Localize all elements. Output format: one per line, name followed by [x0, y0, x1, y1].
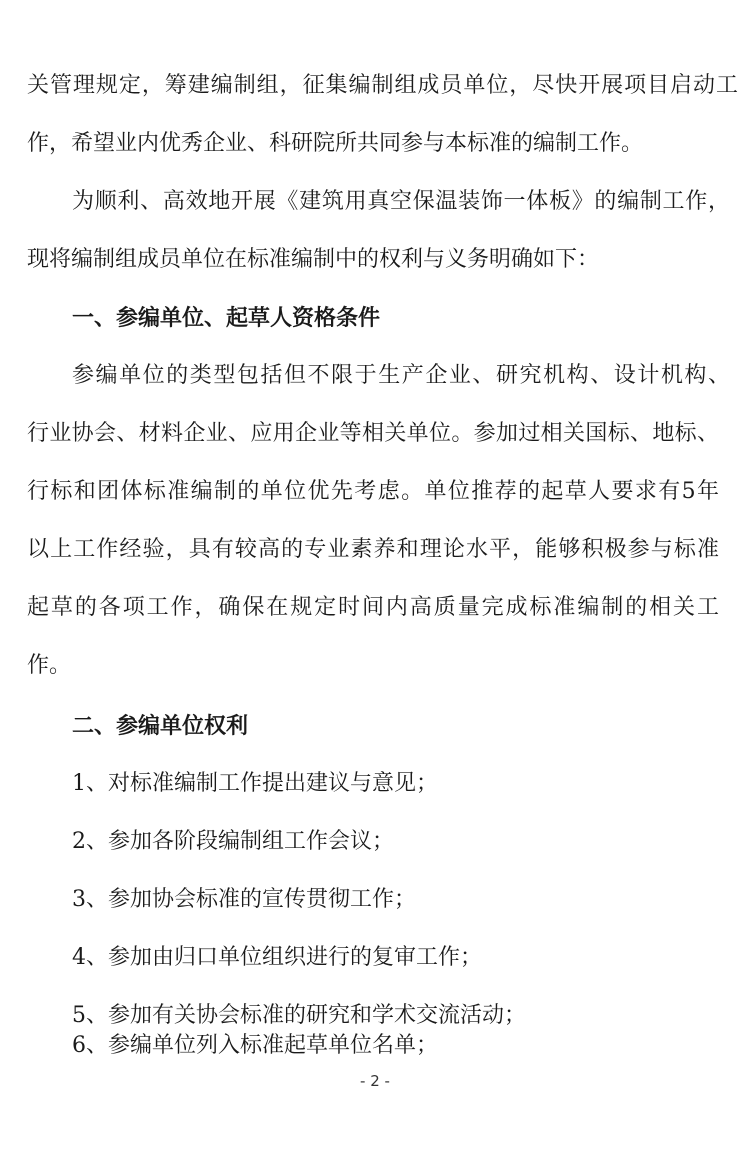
intro-line-1: 关管理规定，筹建编制组，征集编制组成员单位，尽快开展项目启动工: [27, 73, 738, 98]
intro-line-2: 作，希望业内优秀企业、科研院所共同参与本标准的编制工作。: [27, 131, 644, 156]
section1-line-6: 作。: [27, 653, 72, 678]
list-item: 6、参编单位列入标准起草单位名单；: [72, 1033, 438, 1058]
purpose-line-1: 为顺利、高效地开展《建筑用真空保温装饰一体板》的编制工作，: [72, 189, 730, 214]
page-number: - 2 -: [360, 1072, 390, 1090]
list-item: 4、参加由归口单位组织进行的复审工作；: [72, 945, 482, 970]
section1-line-1: 参编单位的类型包括但不限于生产企业、研究机构、设计机构、: [72, 363, 730, 388]
list-item: 2、参加各阶段编制组工作会议；: [72, 829, 394, 854]
section2-heading: 二、参编单位权利: [72, 713, 249, 739]
section1-line-2: 行业协会、材料企业、应用企业等相关单位。参加过相关国标、地标、: [27, 421, 719, 446]
list-item: 5、参加有关协会标准的研究和学术交流活动；: [72, 1003, 526, 1028]
purpose-line-2: 现将编制组成员单位在标准编制中的权利与义务明确如下：: [27, 247, 600, 272]
section1-heading: 一、参编单位、起草人资格条件: [72, 305, 381, 331]
list-item: 3、参加协会标准的宣传贯彻工作；: [72, 887, 416, 912]
section1-line-3: 行标和团体标准编制的单位优先考虑。单位推荐的起草人要求有5年: [27, 479, 719, 504]
list-item: 1、对标准编制工作提出建议与意见；: [72, 771, 438, 796]
section1-line-4: 以上工作经验，具有较高的专业素养和理论水平，能够积极参与标准: [27, 537, 719, 562]
section1-line-5: 起草的各项工作，确保在规定时间内高质量完成标准编制的相关工: [27, 595, 719, 620]
